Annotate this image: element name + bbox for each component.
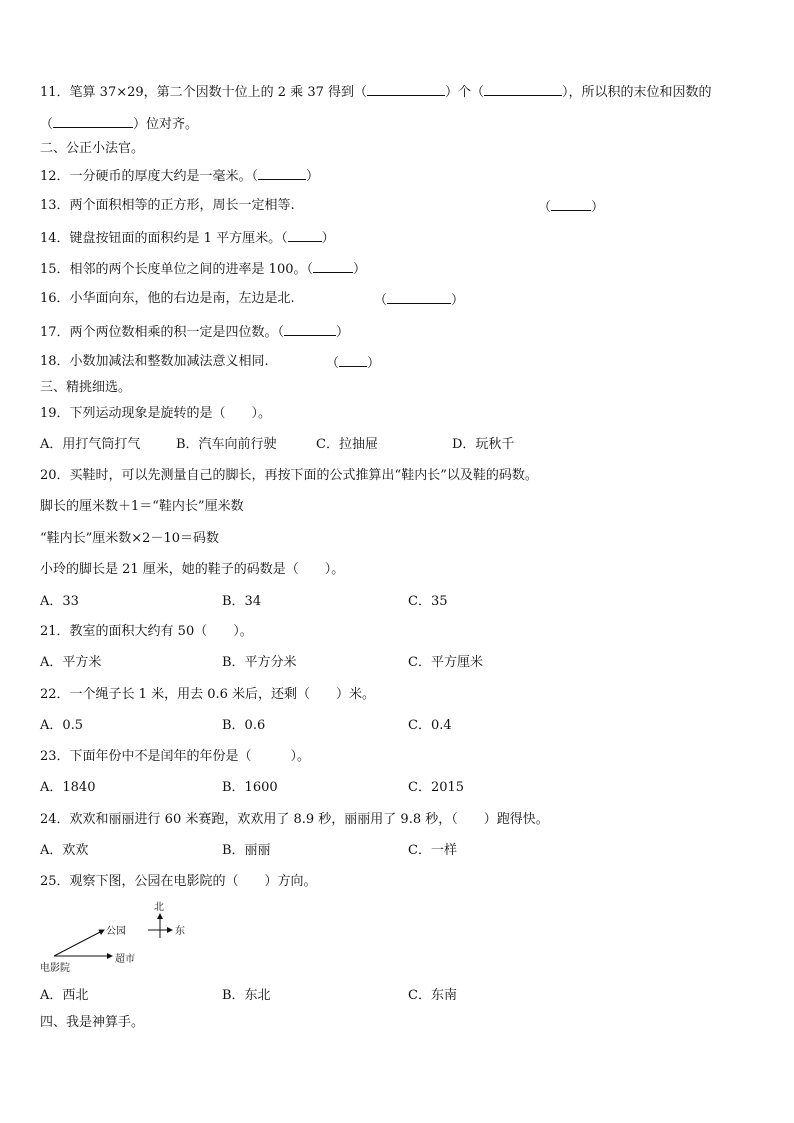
question-13-answer: （ ） — [538, 200, 605, 215]
compass-north-label: 北 — [154, 902, 164, 913]
answer-blank[interactable] — [288, 229, 322, 242]
question-20-ask: 小玲的脚长是 21 厘米，她的鞋子的码数是（ ）。 — [40, 562, 345, 577]
answer-blank[interactable] — [284, 323, 336, 336]
route-to-park — [54, 930, 104, 956]
question-14: 14．键盘按钮面的面积约是 1 平方厘米。（ ） — [40, 231, 335, 246]
option-a[interactable]: A．西北 — [40, 988, 89, 1003]
question-24: 24．欢欢和丽丽进行 60 米赛跑，欢欢用了 8.9 秒，丽丽用了 9.8 秒，（ ）跑得快。 — [40, 812, 549, 827]
option-b[interactable]: B．1600 — [222, 780, 278, 795]
option-c[interactable]: C．东南 — [408, 988, 457, 1003]
formula-1: 脚长的厘米数＋1＝“鞋内长”厘米数 — [40, 499, 244, 514]
question-19: 19．下列运动现象是旋转的是（ ）。 — [40, 406, 272, 421]
section-3-heading: 三、精挑细选。 — [40, 380, 132, 395]
option-c[interactable]: C．拉抽屉 — [316, 437, 378, 452]
answer-blank[interactable] — [339, 354, 367, 367]
option-b[interactable]: B．平方分米 — [222, 655, 297, 670]
question-11-line-2: （ ）位对齐。 — [40, 117, 199, 132]
question-22: 22．一个绳子长 1 米，用去 0.6 米后，还剩（ ）米。 — [40, 687, 376, 702]
question-13: 13．两个面积相等的正方形，周长一定相等. — [40, 198, 295, 213]
option-c[interactable]: C．2015 — [408, 780, 465, 795]
option-a[interactable]: A．用打气筒打气 — [40, 437, 141, 452]
answer-blank[interactable] — [387, 291, 451, 304]
park-label: 公园 — [106, 926, 126, 937]
option-b[interactable]: B．丽丽 — [222, 843, 271, 858]
option-d[interactable]: D．玩秋千 — [452, 437, 515, 452]
compass-east-label: 东 — [175, 926, 185, 937]
formula-2: “鞋内长”厘米数×2－10＝码数 — [40, 531, 219, 546]
question-16: 16．小华面向东，他的右边是南，左边是北. — [40, 291, 295, 306]
option-b[interactable]: B．汽车向前行驶 — [176, 437, 277, 452]
answer-blank[interactable] — [367, 83, 445, 96]
option-c[interactable]: C．35 — [408, 594, 448, 609]
question-20: 20．买鞋时，可以先测量自己的脚长，再按下面的公式推算出“鞋内长”以及鞋的码数。 — [40, 468, 538, 483]
question-17: 17．两个两位数相乘的积一定是四位数。（ ） — [40, 325, 350, 340]
option-a[interactable]: A．33 — [40, 594, 79, 609]
option-c[interactable]: C．一样 — [408, 843, 457, 858]
answer-blank[interactable] — [53, 115, 133, 128]
question-15: 15．相邻的两个长度单位之间的进率是 100。（ ） — [40, 262, 367, 277]
option-a[interactable]: A．平方米 — [40, 655, 102, 670]
section-4-heading: 四、我是神算手。 — [40, 1015, 145, 1030]
question-16-answer: （ ） — [374, 293, 465, 308]
market-label: 超市 — [115, 954, 135, 965]
answer-blank[interactable] — [258, 167, 306, 180]
question-18-answer: （ ） — [326, 356, 381, 371]
section-2-heading: 二、公正小法官。 — [40, 141, 145, 156]
answer-blank[interactable] — [313, 260, 353, 273]
question-23: 23．下面年份中不是闰年的年份是（ ）。 — [40, 749, 311, 764]
option-c[interactable]: C．平方厘米 — [408, 655, 483, 670]
option-b[interactable]: B．0.6 — [222, 718, 266, 733]
option-b[interactable]: B．34 — [222, 594, 262, 609]
option-a[interactable]: A．欢欢 — [40, 843, 89, 858]
option-a[interactable]: A．1840 — [40, 780, 96, 795]
option-a[interactable]: A．0.5 — [40, 718, 84, 733]
direction-diagram — [36, 898, 206, 978]
cinema-label: 电影院 — [40, 963, 70, 974]
answer-blank[interactable] — [551, 198, 591, 211]
answer-blank[interactable] — [484, 83, 562, 96]
question-11-line-1: 11．笔算 37×29，第二个因数十位上的 2 乘 37 得到（ ）个（ ），所以积的末位和因数的 — [40, 85, 712, 100]
question-21: 21．教室的面积大约有 50（ ）。 — [40, 624, 253, 639]
option-c[interactable]: C．0.4 — [408, 718, 452, 733]
question-12: 12．一分硬币的厚度大约是一毫米。（ ） — [40, 169, 320, 184]
option-b[interactable]: B．东北 — [222, 988, 271, 1003]
question-18: 18．小数加减法和整数加减法意义相同. — [40, 354, 269, 369]
question-25: 25．观察下图，公园在电影院的（ ）方向。 — [40, 874, 317, 889]
